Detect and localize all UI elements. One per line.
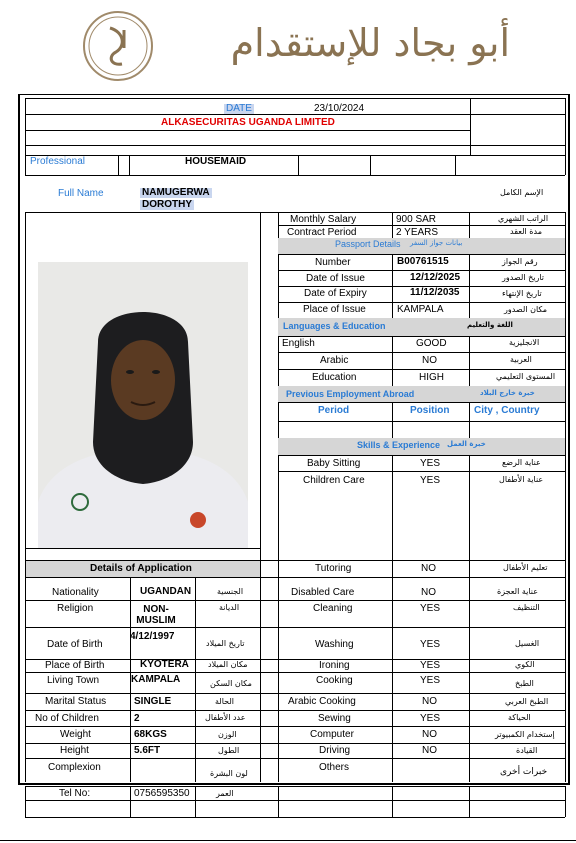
arabic-arabic: العربية <box>510 355 532 364</box>
arabic-cooking-arabic: الطبخ العربي <box>505 697 549 706</box>
washing-label: Washing <box>315 639 354 650</box>
contract-arabic: مدة العقد <box>510 227 542 236</box>
application-header: Details of Application <box>90 563 192 574</box>
skill-children-care-value: YES <box>420 475 441 486</box>
marital-value: SINGLE <box>134 696 172 707</box>
living-town-arabic: مكان السكن <box>210 679 252 688</box>
religion-value: NON- MUSLIM <box>136 604 176 626</box>
passport-number-value: B00761515 <box>397 256 449 267</box>
logo <box>80 8 510 84</box>
salary-arabic: الراتب الشهري <box>498 214 549 223</box>
passport-header-arabic: بيانات جواز السفر <box>410 239 463 247</box>
date-label: DATE <box>226 103 252 114</box>
weight-arabic: الوزن <box>218 730 237 739</box>
passport-expiry-label: Date of Expiry <box>304 288 367 299</box>
skill-baby-sitting-label: Baby Sitting <box>307 458 361 469</box>
passport-issue-label: Date of Issue <box>306 273 365 284</box>
computer-value: NO <box>422 729 437 740</box>
marital-label: Marital Status <box>45 696 107 707</box>
nationality-value: UGANDAN <box>140 586 192 597</box>
marital-arabic: الحالة <box>215 697 234 706</box>
education-value: HIGH <box>419 372 444 383</box>
ironing-label: Ironing <box>319 660 350 671</box>
disabled-care-value: NO <box>421 587 436 598</box>
employment-header-arabic: خبرة خارج البلاد <box>480 389 535 397</box>
tel-label: Tel No: <box>59 788 91 799</box>
sewing-value: YES <box>420 713 441 724</box>
cleaning-value: YES <box>420 603 441 614</box>
ironing-arabic: الكوي <box>515 660 535 669</box>
living-town-label: Living Town <box>47 675 100 686</box>
english-arabic: الانجليزية <box>509 338 540 347</box>
passport-header: Passport Details <box>335 239 401 249</box>
cleaning-arabic: التنظيف <box>513 603 540 612</box>
pob-arabic: مكان الميلاد <box>208 660 248 669</box>
weight-label: Weight <box>60 729 91 740</box>
languages-header: Languages & Education <box>283 321 386 331</box>
tel-arabic: العمر <box>216 789 234 798</box>
english-value: GOOD <box>416 338 447 349</box>
dob-value: 4/12/1997 <box>130 631 175 642</box>
nationality-arabic: الجنسية <box>217 587 244 596</box>
washing-value: YES <box>420 639 441 650</box>
passport-issue-value: 12/12/2025 <box>410 272 461 283</box>
religion-label: Religion <box>57 603 94 614</box>
complexion-arabic: لون البشرة <box>210 769 248 778</box>
sewing-label: Sewing <box>318 713 351 724</box>
english-label: English <box>282 338 315 349</box>
employment-col-period: Period <box>318 405 350 416</box>
nationality-label: Nationality <box>52 587 99 598</box>
logo-title: أبو بجاد للإستقدام <box>230 21 510 65</box>
skill-baby-sitting-value: YES <box>420 458 441 469</box>
passport-expiry-value: 11/12/2035 <box>410 287 460 298</box>
arabic-cooking-label: Arabic Cooking <box>288 696 356 707</box>
passport-expiry-arabic: تاريخ الإنتهاء <box>502 289 542 298</box>
employment-col-city: City , Country <box>474 405 540 416</box>
skill-tutoring-label: Tutoring <box>315 563 352 574</box>
height-arabic: الطول <box>218 746 240 755</box>
pob-label: Place of Birth <box>45 660 105 671</box>
applicant-photo <box>38 262 248 548</box>
skill-baby-sitting-arabic: عناية الرضع <box>502 458 541 467</box>
passport-place-value: KAMPALA <box>397 304 444 315</box>
ironing-value: YES <box>420 660 441 671</box>
employment-header: Previous Employment Abroad <box>286 389 415 399</box>
washing-arabic: الغسيل <box>515 639 540 648</box>
fullname-label: Full Name <box>58 188 104 199</box>
pob-value: KYOTERA <box>140 659 189 670</box>
tel-value: 0756595350 <box>134 788 190 799</box>
passport-number-label: Number <box>315 257 351 268</box>
passport-number-arabic: رقم الجواز <box>502 257 538 266</box>
others-label: Others <box>319 762 350 773</box>
skill-tutoring-value: NO <box>421 563 436 574</box>
disabled-care-arabic: عناية العجزة <box>497 587 538 596</box>
passport-place-arabic: مكان الصدور <box>504 305 548 314</box>
dob-arabic: تاريخ الميلاد <box>206 639 245 648</box>
fullname-value-2: DOROTHY <box>142 199 192 210</box>
disabled-care-label: Disabled Care <box>291 587 355 598</box>
profession-value: HOUSEMAID <box>185 156 247 167</box>
cooking-label: Cooking <box>316 675 353 686</box>
cooking-arabic: الطبخ <box>515 679 534 688</box>
others-arabic: خبرات أخرى <box>500 767 548 777</box>
profession-label: Professional <box>30 156 86 167</box>
salary-label: Monthly Salary <box>290 214 357 225</box>
logo-emblem-icon <box>80 8 156 84</box>
fullname-value-1: NAMUGERWA <box>142 187 210 198</box>
salary-value: 900 SAR <box>396 214 437 225</box>
contract-value: 2 YEARS <box>396 227 439 238</box>
person-photo-icon <box>38 262 248 548</box>
passport-issue-arabic: تاريخ الصدور <box>502 273 544 282</box>
skill-children-care-label: Children Care <box>303 475 365 486</box>
driving-arabic: القيادة <box>516 746 538 755</box>
cleaning-label: Cleaning <box>313 603 353 614</box>
arabic-cooking-value: NO <box>422 696 437 707</box>
complexion-label: Complexion <box>48 762 101 773</box>
skills-header: Skills & Experience <box>357 440 441 450</box>
computer-label: Computer <box>310 729 354 740</box>
date-value: 23/10/2024 <box>314 103 365 114</box>
height-label: Height <box>60 745 89 756</box>
children-value: 2 <box>134 713 140 724</box>
sewing-arabic: الحياكة <box>508 713 531 722</box>
driving-value: NO <box>422 745 437 756</box>
computer-arabic: إستخدام الكمبيوتر <box>495 730 555 739</box>
education-label: Education <box>312 372 357 383</box>
children-label: No of Children <box>35 713 99 724</box>
cooking-value: YES <box>420 675 441 686</box>
skill-tutoring-arabic: تعليم الأطفال <box>503 563 548 572</box>
employment-col-position: Position <box>410 405 450 416</box>
education-arabic: المستوى التعليمي <box>496 372 556 381</box>
skill-children-care-arabic: عناية الأطفال <box>499 475 544 484</box>
arabic-label: Arabic <box>320 355 349 366</box>
dob-label: Date of Birth <box>47 639 103 650</box>
living-town-value: KAMPALA <box>131 674 181 685</box>
weight-value: 68KGS <box>134 729 167 740</box>
languages-header-arabic: اللغة والتعليم <box>467 321 513 329</box>
height-value: 5.6FT <box>134 745 161 756</box>
contract-label: Contract Period <box>287 227 357 238</box>
skills-header-arabic: خبرة العمل <box>447 440 486 448</box>
arabic-value: NO <box>422 355 437 366</box>
passport-place-label: Place of Issue <box>303 304 366 315</box>
driving-label: Driving <box>319 745 351 756</box>
children-arabic: عدد الأطفال <box>205 713 246 722</box>
company-name: ALKASECURITAS UGANDA LIMITED <box>161 117 335 128</box>
religion-arabic: الديانة <box>219 603 240 612</box>
fullname-arabic: الإسم الكامل <box>500 188 544 197</box>
